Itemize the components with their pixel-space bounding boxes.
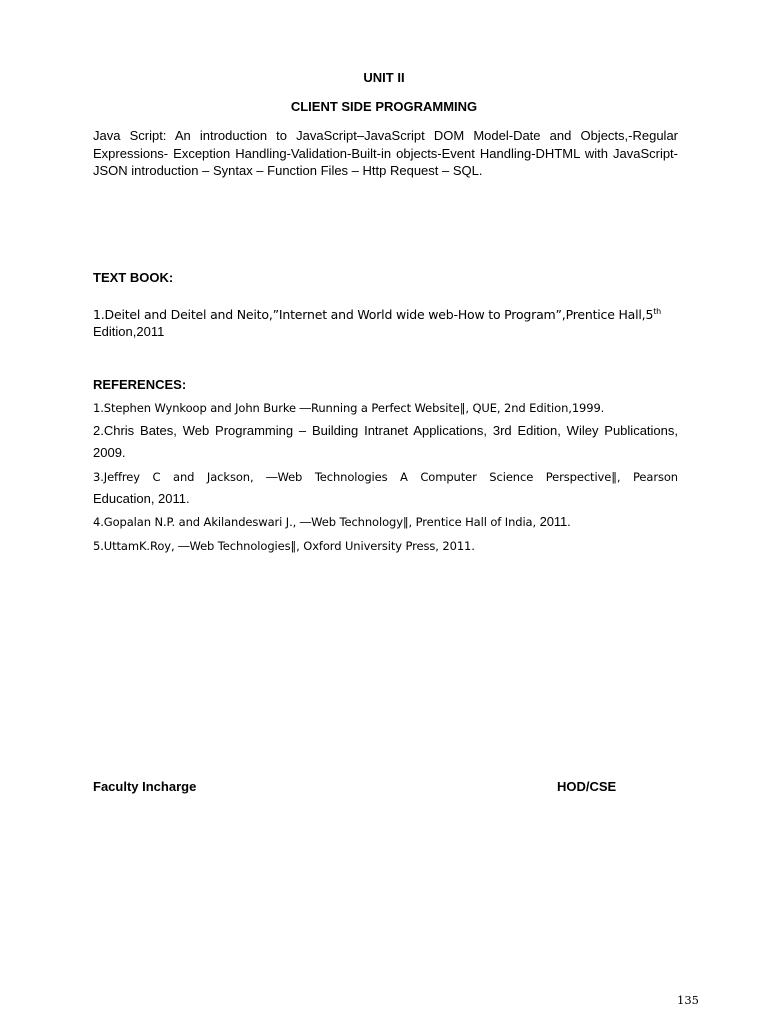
page-number: 135 xyxy=(677,993,699,1007)
section-title: CLIENT SIDE PROGRAMMING xyxy=(290,99,478,114)
text-book-entry-main: 1.Deitel and Deitel and Neito,”Internet and World wide web-How to Program”,Prentice Hall,5 xyxy=(93,307,654,322)
reference-item-1: 1.Stephen Wynkoop and John Burke ―Running a Perfect Website‖, QUE, 2nd Edition,1999. xyxy=(93,401,605,415)
reference-item-3-line1: 3.Jeffrey C and Jackson, ―Web Technologies A Computer Science Perspective‖, Pearson xyxy=(93,470,678,484)
references-heading: REFERENCES: xyxy=(93,377,187,392)
unit-title: UNIT II xyxy=(363,70,405,85)
text-book-entry-superscript: th xyxy=(653,306,662,316)
reference-item-5: 5.UttamK.Roy, ―Web Technologies‖, Oxford University Press, 2011. xyxy=(93,539,475,553)
syllabus-paragraph: Java Script: An introduction to JavaScript–JavaScript DOM Model-Date and Objects,-Regular Expressions- Exception Handling-Validation-Built-in objects-Event Handling-DHTML with JavaScript- JSON introduction – Syntax – Function Files – Http Request – SQL. xyxy=(93,128,678,178)
text-book-entry xyxy=(93,306,683,340)
reference-item-4-main: 4.Gopalan N.P. and Akilandeswari J., ―Web Technology‖, Prentice Hall of India, xyxy=(93,515,537,529)
text-book-entry-edition: Edition,2011 xyxy=(93,324,165,339)
faculty-incharge-label: Faculty Incharge xyxy=(93,779,197,794)
reference-item-4 xyxy=(93,511,678,533)
hod-cse-label: HOD/CSE xyxy=(557,779,617,794)
reference-item-3 xyxy=(93,466,678,510)
reference-item-3-line2: Education, 2011. xyxy=(93,491,190,506)
reference-item-4-year: 2011. xyxy=(539,514,571,529)
reference-item-2: 2.Chris Bates, Web Programming – Building Intranet Applications, 3rd Edition, Wiley Publications, 2009. xyxy=(93,423,678,460)
text-book-heading: TEXT BOOK: xyxy=(93,270,174,285)
